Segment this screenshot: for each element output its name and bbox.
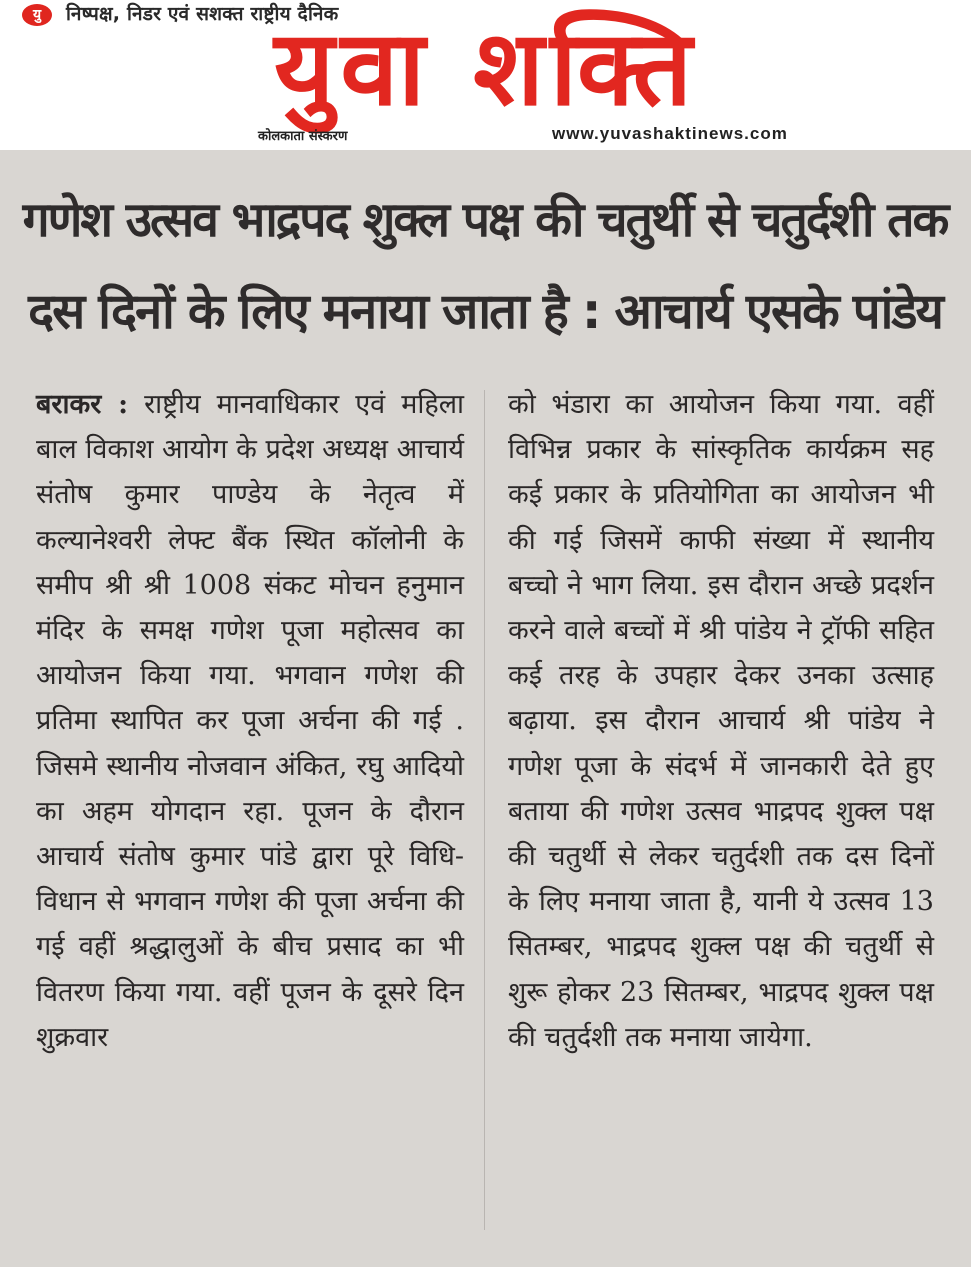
article-column-right	[508, 382, 934, 1060]
newspaper-logo-icon: यु	[22, 4, 52, 26]
headline-line-1: गणेश उत्सव भाद्रपद शुक्ल पक्ष की चतुर्थी से चतुर्दशी तक	[22, 192, 948, 248]
column-divider	[484, 390, 485, 1230]
news-article	[0, 150, 971, 1267]
headline-line-2: दस दिनों के लिए मनाया जाता है : आचार्य एसके पांडेय	[28, 283, 942, 340]
edition-label: कोलकाता संस्करण	[258, 129, 348, 144]
tagline: निष्पक्ष, निडर एवं सशक्त राष्ट्रीय दैनिक	[66, 3, 339, 25]
article-column-left	[36, 382, 464, 1060]
newspaper-title: युवा शक्ति	[274, 7, 698, 129]
website-url: www.yuvashaktinews.com	[552, 124, 788, 143]
column-left-text: राष्ट्रीय मानवाधिकार एवं महिला बाल विकाश आयोग के प्रदेश अध्यक्ष आचार्य संतोष कुमार पाण्डेय के नेतृत्व में कल्यानेश्वरी लेफ्ट बैंक स्थित कॉलोनी के समीप श्री श्री 1008 संकट मोचन हनुमान मंदिर के समक्ष गणेश पूजा महोत्सव का आयोजन किया गया. भगवान गणेश की प्रतिमा स्थापित कर पूजा अर्चना की गई . जिसमे स्थानीय नोजवान अंकित, रघु आदियो का अहम योगदान रहा. पूजन के दौरान आचार्य संतोष कुमार पांडे द्वारा पूरे विधि-विधान से भगवान गणेश की पूजा अर्चना की गई वहीं श्रद्धालुओं के बीच प्रसाद का भी वितरण किया गया. वहीं पूजन के दूसरे दिन शुक्रवार	[36, 389, 464, 1053]
column-right-text: को भंडारा का आयोजन किया गया. वहीं विभिन्न प्रकार के सांस्कृतिक कार्यक्रम सह कई प्रकार के प्रतियोगिता का आयोजन भी की गई जिसमें काफी संख्या में स्थानीय बच्चो ने भाग लिया. इस दौरान अच्छे प्रदर्शन करने वाले बच्चों में श्री पांडेय ने ट्रॉफी सहित कई तरह के उपहार देकर उनका उत्साह बढ़ाया. इस दौरान आचार्य श्री पांडेय ने गणेश पूजा के संदर्भ में जानकारी देते हुए बताया की गणेश उत्सव भाद्रपद शुक्ल पक्ष की चतुर्थी से लेकर चतुर्दशी तक दस दिनों के लिए मनाया जाता है, यानी ये उत्सव 13 सितम्बर, भाद्रपद शुक्ल पक्ष की चतुर्थी से शुरू होकर 23 सितम्बर, भाद्रपद शुक्ल पक्ष की चतुर्दशी तक मनाया जायेगा.	[508, 389, 934, 1053]
dateline: बराकर :	[36, 389, 129, 420]
masthead	[0, 0, 971, 150]
